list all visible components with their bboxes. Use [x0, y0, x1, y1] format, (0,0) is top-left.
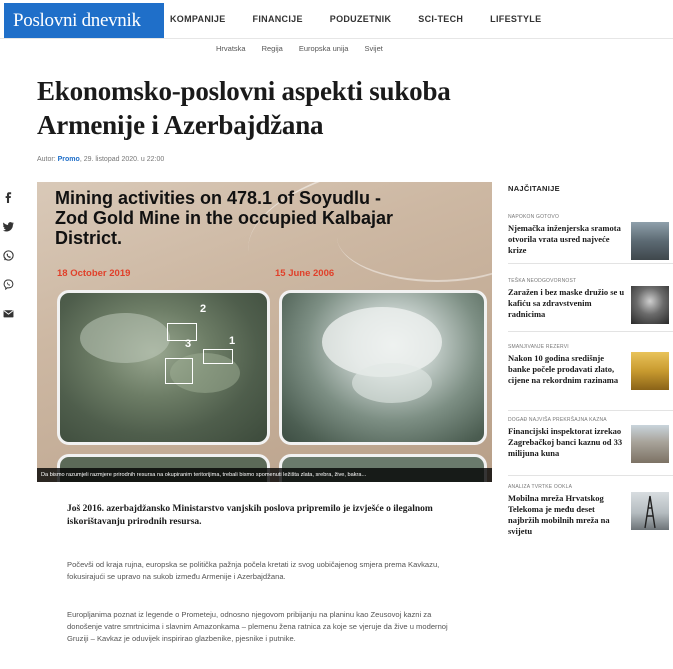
sidebar-thumbnail[interactable]: [631, 352, 669, 390]
viber-icon[interactable]: [1, 277, 15, 291]
subnav-item-europska-unija[interactable]: Europska unija: [298, 44, 349, 53]
most-read-sidebar: [508, 184, 673, 536]
hero-caption: Da bismo razumjeli razmjere prirodnih resursa na okupiranim teritorijima, trebali bismo spomenuti ležišta zlata, srebra, žive, bakra...: [37, 468, 492, 482]
sidebar-item[interactable]: [508, 278, 673, 320]
subnav-item-hrvatska[interactable]: Hrvatska: [216, 44, 246, 53]
sidebar-kicker: SMANJIVANJE REZERVI: [508, 344, 569, 350]
mine-marker-2: 2: [200, 303, 207, 315]
mine-marker-1: 1: [229, 335, 236, 347]
sidebar-kicker: TEŠKA NEODGOVORNOST: [508, 278, 577, 284]
subnav-item-svijet[interactable]: Svijet: [364, 44, 383, 53]
nav-item-sci-tech[interactable]: SCI-TECH: [418, 14, 464, 24]
sidebar-kicker: DOGAĐ NAJVIŠA PREKRŠAJNA KAZNA: [508, 417, 607, 423]
email-icon[interactable]: [1, 306, 15, 320]
sidebar-headline[interactable]: Njemačka inženjerska sramota otvorila vrata usred najveće krize: [508, 223, 621, 255]
article-lead: Još 2016. azerbajdžansko Ministarstvo vanjskih poslova pripremilo je izvješće o ilegalnom iskorištavanju prirodnih resursa.: [67, 504, 433, 527]
author-link[interactable]: Promo: [57, 156, 80, 163]
sidebar-thumbnail[interactable]: [631, 492, 669, 530]
satellite-image-2019: [57, 290, 270, 445]
sidebar-thumbnail[interactable]: [631, 286, 669, 324]
hero-date-left: 18 October 2019: [57, 268, 131, 279]
nav-item-poduzetnik[interactable]: PODUZETNIK: [329, 14, 392, 24]
whatsapp-icon[interactable]: [1, 248, 15, 262]
sidebar-headline[interactable]: Financijski inspektorat izrekao Zagrebačkoj banci kaznu od 33 milijuna kuna: [508, 426, 623, 458]
article-paragraph: Počevši od kraja rujna, europska se politička pažnja počela kretati iz svog uobičajenog smjera prema Kavkazu, fokusirajući se upravo na sukob između Armenije i Azerbajdžana.: [67, 560, 440, 581]
subnav-item-regija[interactable]: Regija: [261, 44, 283, 53]
sidebar-heading: NAJČITANIJE: [508, 184, 560, 193]
sidebar-headline[interactable]: Zaražen i bez maske družio se u kafiću sa zdravstvenim radnicima: [508, 287, 625, 319]
sidebar-kicker: NAPOKON GOTOVO: [508, 214, 560, 220]
sidebar-headline[interactable]: Nakon 10 godina središnje banke počele prodavati zlato, cijene na rekordnim razinama: [508, 353, 619, 385]
main-nav: [170, 14, 568, 24]
hero-date-right: 15 June 2006: [275, 268, 335, 279]
article-date: , 29. listopad 2020. u 22:00: [79, 156, 165, 163]
sidebar-divider: [508, 475, 673, 476]
mine-area-box: [165, 358, 193, 384]
nav-item-financije[interactable]: FINANCIJE: [252, 14, 303, 24]
sidebar-divider: [508, 331, 673, 332]
sidebar-kicker: ANALIZA TVRTKE OOKLA: [508, 484, 573, 490]
terrain-texture: [80, 313, 170, 363]
mine-area-box: [203, 349, 233, 364]
header-divider: [0, 38, 673, 39]
sidebar-thumbnail[interactable]: [631, 222, 669, 260]
sidebar-headline[interactable]: Mobilna mreža Hrvatskog Telekoma je među deset najbržih mobilnih mreža na svijetu: [508, 493, 610, 536]
nav-item-kompanije[interactable]: KOMPANIJE: [170, 14, 226, 24]
tower-icon: [631, 492, 669, 530]
twitter-icon[interactable]: [1, 219, 15, 233]
article-title: Ekonomsko-poslovni aspekti sukoba Armenije i Azerbajdžana: [37, 76, 451, 140]
article-paragraph: Europljanima poznat iz legende o Prometeju, odnosno njegovom pribijanju na planinu kao Zeusovoj kazni za donošenje vatre smrtnicima i slavnim Amazonkama – plemenu žena ratnica za koje se vjeruje da žive u modernoj Gruziji – Kavkaz je oduvijek inspirirao glazbenike, pjesnike i putnike.: [67, 610, 448, 643]
logo-sub-text: dnevnik: [81, 10, 141, 31]
mine-area-box: [167, 323, 197, 341]
site-logo[interactable]: [4, 3, 164, 39]
terrain-texture: [352, 363, 432, 403]
hero-heading: Mining activities on 478.1 of Soyudlu - Zod Gold Mine in the occupied Kalbajar District.: [55, 188, 394, 248]
mine-marker-3: 3: [185, 338, 192, 350]
logo-main-text: Poslovni: [13, 10, 78, 31]
facebook-icon[interactable]: [1, 190, 15, 204]
article-byline: [37, 156, 164, 163]
sidebar-thumbnail[interactable]: [631, 425, 669, 463]
satellite-image-2006: [279, 290, 487, 445]
nav-item-lifestyle[interactable]: LIFESTYLE: [490, 14, 542, 24]
sidebar-divider: [508, 410, 673, 411]
byline-prefix: Autor:: [37, 156, 56, 163]
sidebar-item[interactable]: [508, 417, 673, 459]
sub-nav: [216, 44, 399, 53]
hero-image[interactable]: [37, 182, 492, 482]
share-bar: [1, 190, 15, 335]
sidebar-item[interactable]: [508, 214, 673, 256]
sidebar-item[interactable]: [508, 344, 673, 386]
sidebar-divider: [508, 263, 673, 264]
sidebar-item[interactable]: [508, 484, 673, 537]
